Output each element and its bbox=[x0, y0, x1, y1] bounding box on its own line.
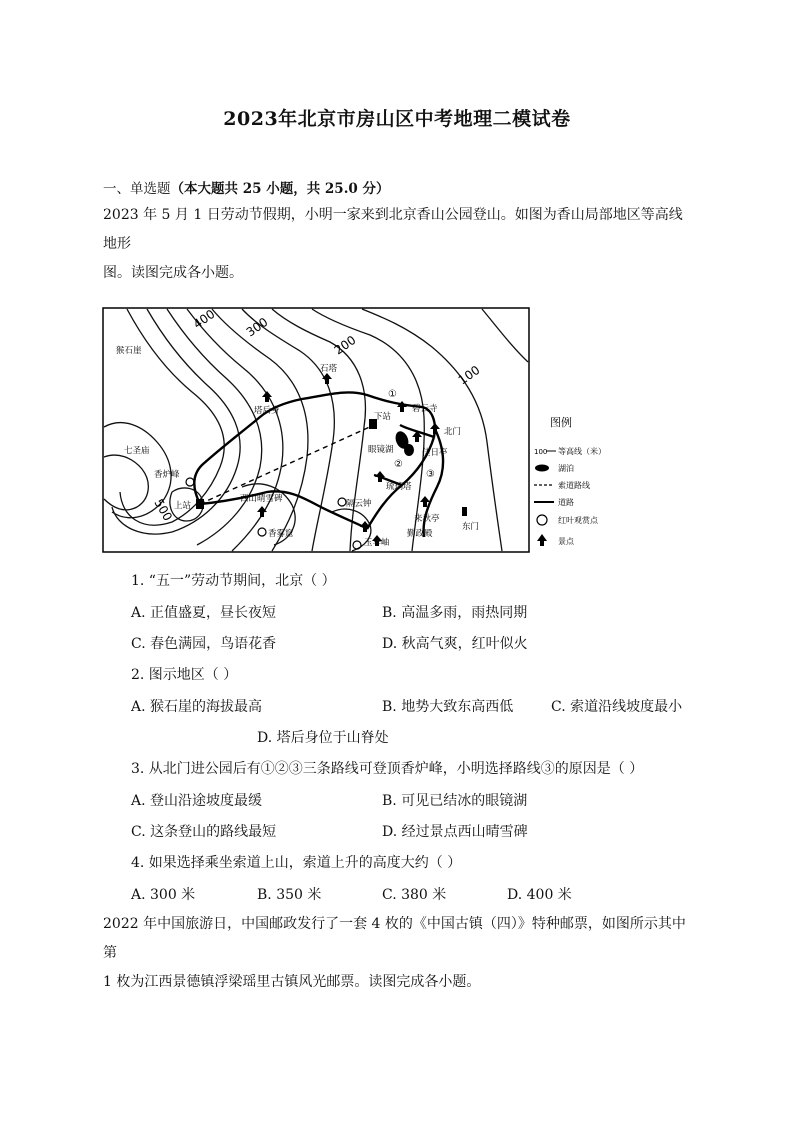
contour-label: 200 bbox=[331, 332, 359, 358]
legend-lake-swatch bbox=[535, 465, 549, 472]
place-label: 佳日亭 bbox=[422, 448, 448, 458]
question-1-option-d: D. 秋高气爽，红叶似火 bbox=[382, 636, 528, 652]
section-detail bbox=[171, 181, 390, 197]
place-label: 眼镜湖 bbox=[368, 445, 394, 455]
legend-item: 湖泊 bbox=[558, 464, 574, 473]
place-label: 石塔 bbox=[320, 364, 338, 374]
place-label: 香炉峰 bbox=[154, 470, 180, 480]
question-3-option-a: A. 登山沿途坡度最缓 bbox=[131, 793, 263, 809]
section-score: 25.0 bbox=[324, 181, 358, 197]
section-heading bbox=[103, 177, 390, 197]
question-4-option-d: D. 400 米 bbox=[507, 887, 572, 903]
map-legend bbox=[532, 410, 632, 560]
legend-items bbox=[534, 446, 606, 546]
question-3-option-d: D. 经过景点西山晴雪碑 bbox=[382, 824, 528, 840]
legend-contour-sample: 100 bbox=[534, 448, 548, 456]
place-label: 猴石崖 bbox=[116, 346, 142, 356]
question-4-stem: 4. 如果选择乘坐索道上山，索道上升的高度大约（ ） bbox=[131, 855, 462, 871]
place-label: 隔云钟 bbox=[346, 499, 372, 509]
question-2-stem: 2. 图示地区（ ） bbox=[131, 667, 238, 683]
legend-item: 红叶观赏点 bbox=[558, 516, 598, 525]
place-label: 香雾窟 bbox=[268, 529, 294, 539]
question-2-option-b: B. 地势大致东高西低 bbox=[382, 699, 514, 715]
question-3-stem: 3. 从北门进公园后有①②③三条路线可登顶香炉峰，小明选择路线③的原因是（ ） bbox=[131, 761, 644, 777]
east-gate-marker bbox=[462, 507, 467, 516]
contour-label: 400 bbox=[190, 307, 218, 332]
place-label: 北门 bbox=[444, 427, 462, 437]
question-1-option-c: C. 春色满园，鸟语花香 bbox=[131, 636, 277, 652]
question-3-option-b: B. 可见已结冰的眼镜湖 bbox=[382, 793, 528, 809]
intro-line: 2022 年中国旅游日，中国邮政发行了一套 4 枚的《中国古镇（四）》特种邮票，如图所示其中第 bbox=[103, 916, 686, 961]
question-4-option-c: C. 380 米 bbox=[382, 887, 447, 903]
place-label: 东门 bbox=[462, 522, 480, 532]
place-label: 勤政殿 bbox=[407, 529, 433, 539]
question-3-option-c: C. 这条登山的路线最短 bbox=[131, 824, 277, 840]
route-mark: ② bbox=[394, 459, 403, 470]
section-detail-mid: 小题，共 bbox=[261, 181, 325, 197]
question-1-option-a: A. 正值盛夏，昼长夜短 bbox=[131, 605, 277, 621]
legend-item: 索道路线 bbox=[558, 481, 590, 490]
question-1-stem: 1. “五一”劳动节期间，北京（ ） bbox=[131, 573, 336, 589]
place-label: 碧云寺 bbox=[412, 404, 438, 414]
upper-station-marker bbox=[196, 499, 204, 509]
intro-line: 1 枚为江西景德镇浮梁瑶里古镇风光邮票。读图完成各小题。 bbox=[103, 974, 481, 990]
legend-item: 等高线（米） bbox=[558, 447, 606, 456]
legend-title: 图例 bbox=[550, 416, 572, 429]
place-label: 上站 bbox=[174, 501, 192, 511]
page-title: 2023年北京市房山区中考地理二模试卷 bbox=[223, 108, 571, 130]
legend-scenic-spot-icon bbox=[537, 534, 547, 546]
place-label: 玉华岫 bbox=[364, 538, 390, 548]
question-4-option-a: A. 300 米 bbox=[131, 887, 196, 903]
section-detail-suffix: 分） bbox=[357, 181, 390, 197]
contour-map bbox=[102, 307, 530, 553]
legend-item: 景点 bbox=[558, 537, 574, 546]
place-label: 下站 bbox=[374, 412, 392, 422]
place-label: 塔后身 bbox=[254, 406, 280, 416]
contour-label: 300 bbox=[243, 314, 271, 340]
route-mark: ③ bbox=[426, 469, 435, 480]
question-1-option-b: B. 高温多雨，雨热同期 bbox=[382, 605, 528, 621]
intro-line: 图。读图完成各小题。 bbox=[103, 265, 243, 281]
section-detail-prefix: （本大题共 bbox=[170, 181, 243, 197]
place-label: 来秋亭 bbox=[414, 514, 440, 524]
question-4-option-b: B. 350 米 bbox=[257, 887, 322, 903]
section-label: 一、单选题 bbox=[103, 181, 171, 197]
contour-label: 500 bbox=[151, 496, 175, 524]
contour-label: 100 bbox=[455, 362, 483, 388]
intro-paragraph-2 bbox=[103, 910, 695, 997]
question-2-option-c: C. 索道沿线坡度最小 bbox=[551, 699, 683, 715]
section-count: 25 bbox=[242, 181, 262, 197]
legend-red-leaf-icon bbox=[537, 515, 547, 525]
place-label: 琉璃塔 bbox=[386, 482, 412, 492]
lake-icon bbox=[404, 444, 414, 456]
place-label: 七圣庙 bbox=[124, 446, 150, 456]
intro-line: 2023 年 5 月 1 日劳动节假期，小明一家来到北京香山公园登山。如图为香山局部地区等高线地形 bbox=[103, 207, 683, 252]
intro-paragraph-1 bbox=[103, 201, 695, 288]
question-2-option-d: D. 塔后身位于山脊处 bbox=[257, 730, 389, 746]
place-label: 西山晴雪碑 bbox=[240, 494, 283, 504]
question-2-option-a: A. 猴石崖的海拔最高 bbox=[131, 699, 263, 715]
route-mark: ① bbox=[388, 389, 397, 400]
legend-item: 道路 bbox=[558, 498, 574, 507]
